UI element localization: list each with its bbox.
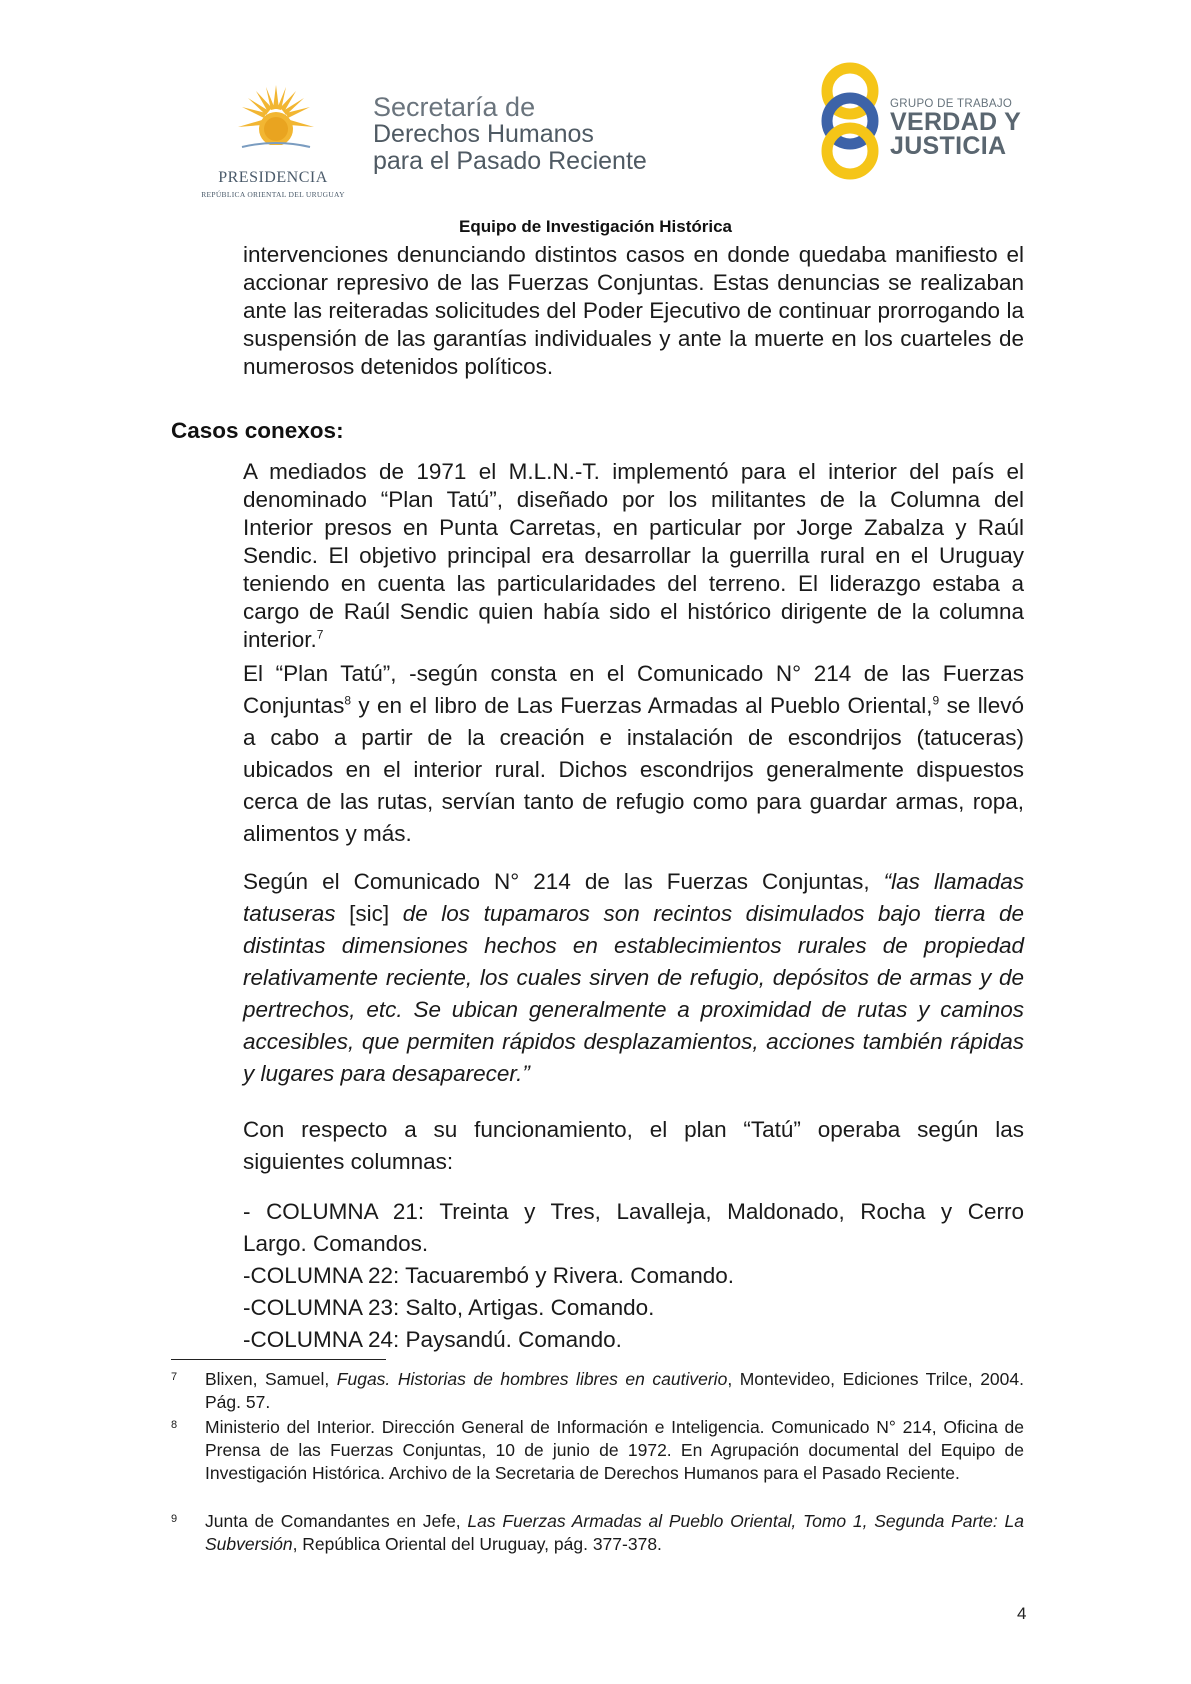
paragraph-3 — [243, 658, 1024, 850]
secretaria-line2: Derechos Humanos — [373, 120, 594, 148]
paragraph-4-sic: [sic] — [335, 901, 403, 926]
paragraph-5: Con respecto a su funcionamiento, el plan “Tatú” operaba según las siguientes columnas: — [243, 1117, 1024, 1174]
paragraph-4-quote-start: “las llamadas tatuseras — [243, 869, 1024, 926]
presidencia-logo — [198, 83, 348, 199]
paragraph-4-intro: Según el Comunicado N° 214 de las Fuerzas Conjuntas, — [243, 869, 884, 894]
footnote-ref-7: 7 — [316, 627, 324, 642]
column-list-item: -COLUMNA 23: Salto, Artigas. Comando. — [243, 1295, 655, 1320]
paragraph-2-text: A mediados de 1971 el M.L.N.-T. implementó para el interior del país el denominado “Plan Tatú”, diseñado por los militantes de la Columna del Interior presos en Punta Carretas, en particular por Jorge Zabalza y Raúl Sendic. El objetivo principal era desarrollar la guerrilla rural en el Uruguay teniendo en cuenta las particularidades del terreno. El liderazgo estaba a cargo de Raúl Sendic quien había sido el histórico dirigente de la columna interior. — [243, 459, 1024, 652]
grupo-de-trabajo-label: GRUPO DE TRABAJO — [890, 98, 1013, 110]
page-header — [190, 55, 1022, 199]
column-list-item: - COLUMNA 21: Treinta y Tres, Lavalleja, Maldonado, Rocha y Cerro — [243, 1199, 1024, 1224]
verdad-justicia-text — [890, 98, 1021, 158]
column-list-item: -COLUMNA 24: Paysandú. Comando. — [243, 1327, 622, 1352]
page-number: 4 — [1017, 1604, 1027, 1623]
footnote-7-title: Fugas. Historias de hombres libres en cautiverio — [336, 1369, 728, 1389]
footnote-number: 9 — [171, 1513, 178, 1525]
footnote-9-author: Junta de Comandantes en Jefe, — [205, 1511, 468, 1531]
paragraph-3-part3: se llevó a cabo a partir de la creación e instalación de escondrijos (tatuceras) ubicados en el interior rural. Dichos escondrijos generalmente dispuestos cerca de las rutas, servían tanto de refugio como para guardar armas, ropa, alimentos y más. — [243, 693, 1024, 846]
footnote-9 — [171, 1510, 1024, 1556]
paragraph-1: intervenciones denunciando distintos casos en donde quedaba manifiesto el accionar represivo de las Fuerzas Conjuntas. Estas denuncias se realizaban ante las reiteradas solicitudes del Poder Ejecutivo de continuar prorrogando la suspensión de las garantías individuales y ante la muerte en los cuarteles de numerosos detenidos políticos. — [243, 242, 1024, 379]
footnote-9-rest: , República Oriental del Uruguay, pág. 377-378. — [292, 1534, 662, 1554]
column-list-item: -COLUMNA 22: Tacuarembó y Rivera. Comando. — [243, 1263, 735, 1288]
team-title: Equipo de Investigación Histórica — [459, 217, 732, 236]
secretaria-line3: para el Pasado Reciente — [373, 147, 647, 175]
linked-rings-icon — [810, 61, 890, 181]
footnote-separator — [171, 1359, 386, 1360]
sun-icon — [238, 83, 314, 163]
secretaria-logo-text — [373, 93, 647, 175]
section-heading: Casos conexos: — [171, 418, 344, 443]
verdad-justicia-logo — [810, 61, 1030, 191]
paragraph-3-part1: El “Plan Tatú”, -según consta en el Comunicado N° 214 de las Fuerzas Conjuntas — [243, 661, 1024, 718]
footnote-7-author: Blixen, Samuel, — [205, 1369, 337, 1389]
verdad-label: VERDAD Y — [890, 108, 1022, 136]
justicia-label: JUSTICIA — [890, 132, 1007, 160]
footnote-text — [205, 1510, 1024, 1556]
paragraph-3-part2: y en el libro de Las Fuerzas Armadas al Pueblo Oriental, — [351, 693, 933, 718]
column-list-item: Largo. Comandos. — [243, 1231, 429, 1256]
footnote-7 — [171, 1368, 1024, 1414]
footnote-text — [205, 1368, 1024, 1414]
paragraph-4 — [243, 866, 1024, 1090]
columns-list — [243, 1196, 1024, 1356]
paragraph-2 — [243, 458, 1024, 654]
secretaria-line1: Secretaría de — [373, 92, 536, 122]
footnote-ref-9: 9 — [932, 693, 940, 708]
footnote-ref-8: 8 — [344, 693, 352, 708]
presidencia-label: PRESIDENCIA — [218, 169, 328, 186]
presidencia-subtitle: REPÚBLICA ORIENTAL DEL URUGUAY — [201, 190, 345, 199]
footnote-8 — [171, 1416, 1024, 1485]
footnote-number: 8 — [171, 1419, 178, 1431]
footnote-text: Ministerio del Interior. Dirección General de Información e Inteligencia. Comunicado N° 214, Oficina de Prensa de las Fuerzas Conjuntas, 10 de junio de 1972. En Agrupación documental del Equipo de Investigación Histórica. Archivo de la Secretaria de Derechos Humanos para el Pasado Reciente. — [205, 1417, 1024, 1483]
paragraph-4-quote-rest: de los tupamaros son recintos disimulados bajo tierra de distintas dimensiones hechos en establecimientos rurales de propiedad relativamente reciente, los cuales sirven de refugio, depósitos de armas y de pertrechos, etc. Se ubican generalmente a proximidad de rutas y caminos accesibles, que permiten rápidos desplazamientos, acciones también rápidas y lugares para desaparecer.” — [243, 901, 1024, 1086]
footnote-number: 7 — [171, 1371, 178, 1383]
footnote-9-title: Las Fuerzas Armadas al Pueblo Oriental, Tomo 1, Segunda Parte: La Subversión — [205, 1511, 1024, 1554]
footnote-7-rest: , Montevideo, Ediciones Trilce, 2004. Pág. 57. — [205, 1369, 1024, 1412]
